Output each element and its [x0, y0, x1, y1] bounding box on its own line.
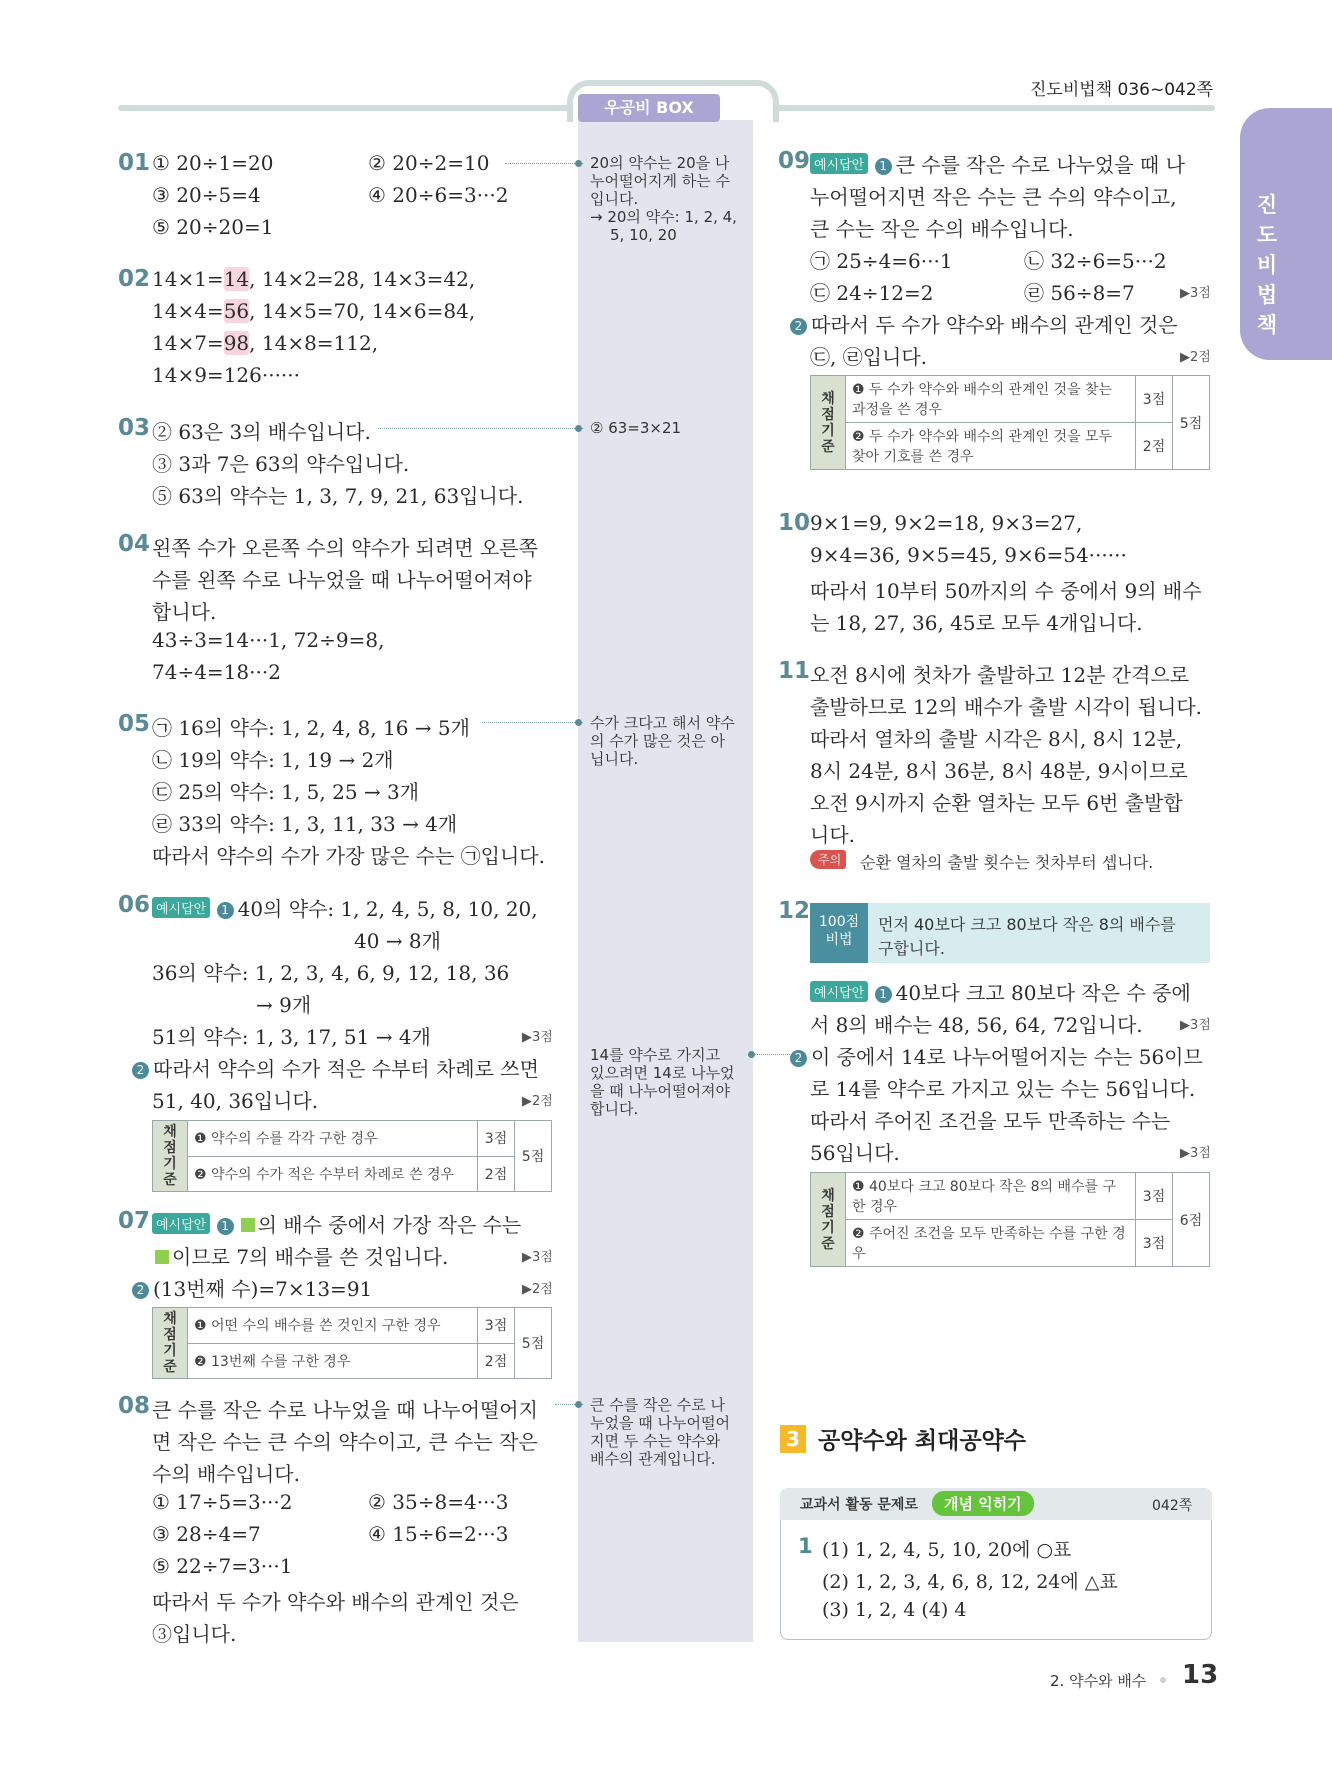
scoring-rubric [152, 1307, 552, 1379]
example-answer-tag: 예시답안 [152, 897, 210, 918]
question-number: 1 [798, 1534, 813, 1558]
answer-line: 51, 40, 36입니다. [152, 1089, 319, 1113]
rubric-row: ❶ 약수의 수를 각각 구한 경우 [188, 1121, 478, 1157]
note-marker [575, 719, 582, 726]
rubric-head: 채점 기준 [153, 1121, 188, 1192]
caution-text: 순환 열차의 출발 횟수는 첫차부터 셉니다. [860, 853, 1154, 872]
activity-page: 042쪽 [1152, 1498, 1193, 1514]
answer-line: ⑤ 63의 약수는 1, 3, 7, 9, 21, 63입니다. [152, 484, 524, 508]
answer-line: 오전 8시에 첫차가 출발하고 12분 간격으로 [810, 663, 1190, 687]
note-marker [748, 1051, 755, 1058]
points-label: ▶3점 [1180, 1018, 1211, 1033]
points-label: ▶2점 [1180, 350, 1211, 365]
answer-line: 왼쪽 수가 오른쪽 수의 약수가 되려면 오른쪽 [152, 536, 538, 560]
rubric-total: 6점 [1173, 1173, 1210, 1267]
question-number: 02 [118, 266, 151, 292]
question-number: 07 [118, 1208, 151, 1234]
green-square-icon [155, 1250, 169, 1264]
question-number: 10 [778, 510, 811, 536]
answer-line: ㉠ 16의 약수: 1, 2, 4, 8, 16 → 5개 [152, 716, 470, 740]
answer-line: 큰 수는 작은 수의 배수입니다. [810, 217, 1074, 241]
side-note: 14를 약수로 가지고 있으려면 14로 나누었 을 때 나누어떨어져야 합니다. [590, 1046, 735, 1118]
rubric-row: ❷ 13번째 수를 구한 경우 [188, 1343, 478, 1379]
answer-line: 따라서 약수의 수가 가장 많은 수는 ㉠입니다. [152, 844, 545, 868]
answer-line: 8시 24분, 8시 36분, 8시 48분, 9시이므로 [810, 759, 1188, 783]
page-range: 진도비법책 036~042쪽 [1030, 80, 1214, 100]
answer-line: 예시답안 1 큰 수를 작은 수로 나누었을 때 나 [810, 149, 1185, 178]
rubric-total: 5점 [515, 1121, 552, 1192]
answer-item: ㉡ 32÷6=5···2 [1024, 249, 1167, 273]
answer-line: ② 63은 3의 배수입니다. [152, 420, 371, 444]
answer-line: 2 따라서 약수의 수가 적은 수부터 차례로 쓰면 [132, 1053, 539, 1082]
points-label: ▶3점 [522, 1030, 553, 1045]
side-note: ② 63=3×21 [590, 419, 682, 437]
rubric-row: ❶ 어떤 수의 배수를 쓴 것인지 구한 경우 [188, 1308, 478, 1344]
question-number: 09 [778, 148, 811, 174]
concept-pill: 개념 익히기 [932, 1491, 1034, 1516]
points-label: ▶2점 [522, 1282, 553, 1297]
points-label: ▶3점 [522, 1250, 553, 1265]
note-marker [575, 1401, 582, 1408]
rubric-score: 2점 [1136, 423, 1173, 470]
answer-line: 면 작은 수는 큰 수의 약수이고, 큰 수는 작은 [152, 1430, 538, 1454]
answer-line: 14×9=126······ [152, 363, 301, 387]
leader-line [505, 163, 583, 164]
question-number: 03 [118, 415, 151, 441]
answer-item: ㉣ 56÷8=7 [1024, 281, 1135, 305]
leader-line [378, 428, 583, 429]
answer-item: ㉠ 25÷4=6···1 [810, 249, 953, 273]
rubric-total: 5점 [1173, 376, 1210, 470]
rubric-score: 2점 [478, 1343, 515, 1379]
note-marker [575, 160, 582, 167]
answer-line: 수를 왼쪽 수로 나누었을 때 나누어떨어져야 [152, 568, 532, 592]
page-number: 13 [1182, 1660, 1219, 1690]
answer-line: ㉡ 19의 약수: 1, 19 → 2개 [152, 748, 394, 772]
answer-line: 2 따라서 두 수가 약수와 배수의 관계인 것은 [790, 309, 1178, 338]
answer-line: ㉣ 33의 약수: 1, 3, 11, 33 → 4개 [152, 812, 458, 836]
answer-line: 따라서 두 수가 약수와 배수의 관계인 것은 [152, 1590, 519, 1614]
answer-line: 는 18, 27, 36, 45로 모두 4개입니다. [810, 611, 1143, 635]
answer-line: 이므로 7의 배수를 쓴 것입니다. [152, 1241, 448, 1270]
answer-line: 74÷4=18···2 [152, 660, 281, 684]
section-number: 3 [780, 1425, 806, 1453]
answer-item: ⑤ 20÷20=1 [152, 215, 274, 239]
answer-line: 51의 약수: 1, 3, 17, 51 → 4개 [152, 1025, 431, 1049]
rubric-row: ❷ 두 수가 약수와 배수의 관계인 것을 모두 찾아 기호를 쓴 경우 [846, 423, 1136, 470]
example-answer-tag: 예시답안 [152, 1213, 210, 1234]
answer-line: 수의 배수입니다. [152, 1462, 300, 1486]
answer-item: ③ 28÷4=7 [152, 1522, 261, 1546]
points-label: ▶2점 [522, 1094, 553, 1109]
side-note: 수가 크다고 해서 약수 의 수가 많은 것은 아 닙니다. [590, 714, 735, 768]
points-label: ▶3점 [1180, 1146, 1211, 1161]
answer-line: 예시답안 1 40의 약수: 1, 2, 4, 5, 8, 10, 20, [152, 893, 538, 922]
answer-line: 9×1=9, 9×2=18, 9×3=27, [810, 511, 1083, 535]
answer-item: ④ 15÷6=2···3 [368, 1522, 509, 1546]
tip-tag: 100점 비법 [810, 903, 868, 963]
answer-line: 예시답안 1 40보다 크고 80보다 작은 수 중에 [810, 977, 1191, 1006]
rubric-row: ❶ 두 수가 약수와 배수의 관계인 것을 찾는 과정을 쓴 경우 [846, 376, 1136, 423]
rubric-head: 채점 기준 [811, 1173, 846, 1267]
answer-item: ㉢ 24÷12=2 [810, 281, 934, 305]
answer-line: 56입니다. [810, 1141, 900, 1165]
example-answer-tag: 예시답안 [810, 153, 868, 174]
answer-item: ③ 20÷5=4 [152, 183, 261, 207]
tip-text: 구합니다. [878, 939, 945, 958]
note-marker [575, 425, 582, 432]
question-number: 01 [118, 150, 151, 176]
question-number: 12 [778, 898, 811, 924]
question-number: 11 [778, 658, 811, 684]
answer-line: 로 14를 약수로 가지고 있는 수는 56입니다. [810, 1077, 1196, 1101]
answer-line: 따라서 열차의 출발 시각은 8시, 8시 12분, [810, 727, 1183, 751]
rubric-score: 2점 [478, 1156, 515, 1192]
answer-line: 예시답안 1 의 배수 중에서 가장 작은 수는 [152, 1209, 521, 1238]
example-answer-tag: 예시답안 [810, 981, 868, 1002]
question-number: 08 [118, 1393, 151, 1419]
side-tab-label: 진도비법책 [1256, 193, 1278, 337]
header-rule-right [760, 105, 1215, 111]
answer-line: 36의 약수: 1, 2, 3, 4, 6, 9, 12, 18, 36 [152, 961, 510, 985]
chapter-label: 2. 약수와 배수 [1050, 1672, 1147, 1690]
answer-line: 2 이 중에서 14로 나누어떨어지는 수는 56이므 [790, 1041, 1203, 1070]
green-square-icon [241, 1218, 255, 1232]
section-title: 공약수와 최대공약수 [818, 1428, 1026, 1454]
answer-line: 9×4=36, 9×5=45, 9×6=54······ [810, 543, 1127, 567]
rubric-head: 채점 기준 [153, 1308, 188, 1379]
answer-line: 따라서 10부터 50까지의 수 중에서 9의 배수 [810, 579, 1202, 603]
rubric-score: 3점 [478, 1121, 515, 1157]
answer-line: 오전 9시까지 순환 열차는 모두 6번 출발합 [810, 791, 1183, 815]
side-note: 20의 약수는 20을 나 누어떨어지게 하는 수 입니다. → 20의 약수: 1, 2, 4, 5, 10, 20 [590, 154, 737, 244]
points-label: ▶3점 [1180, 286, 1211, 301]
answer-line: (1) 1, 2, 4, 5, 10, 20에 ○표 [822, 1539, 1072, 1561]
answer-item: ② 35÷8=4···3 [368, 1490, 509, 1514]
answer-line: 합니다. [152, 600, 217, 624]
rubric-head: 채점 기준 [811, 376, 846, 470]
answer-item: ① 20÷1=20 [152, 151, 274, 175]
answer-line: 14×4=56, 14×5=70, 14×6=84, [152, 299, 476, 323]
answer-line: → 9개 [256, 993, 312, 1017]
answer-line: 2 (13번째 수)=7×13=91 [132, 1273, 372, 1302]
rubric-row: ❷ 주어진 조건을 모두 만족하는 수를 구한 경우 [846, 1220, 1136, 1267]
scoring-rubric [810, 375, 1210, 470]
question-number: 04 [118, 531, 151, 557]
rubric-score: 3점 [1136, 1173, 1173, 1220]
answer-item: ④ 20÷6=3···2 [368, 183, 509, 207]
rubric-score: 3점 [1136, 1220, 1173, 1267]
rubric-score: 3점 [478, 1308, 515, 1344]
tip-text: 먼저 40보다 크고 80보다 작은 8의 배수를 [878, 915, 1176, 934]
header-rule-left [118, 105, 575, 111]
answer-line: 니다. [810, 823, 855, 847]
caution-tag: 주의 [810, 850, 846, 869]
answer-line: 14×1=14, 14×2=28, 14×3=42, [152, 267, 476, 291]
answer-line: 서 8의 배수는 48, 56, 64, 72입니다. [810, 1013, 1143, 1037]
question-number: 06 [118, 892, 151, 918]
rubric-row: ❷ 약수의 수가 적은 수부터 차례로 쓴 경우 [188, 1156, 478, 1192]
answer-line: 누어떨어지면 작은 수는 큰 수의 약수이고, [810, 185, 1177, 209]
answer-line: 14×7=98, 14×8=112, [152, 331, 379, 355]
rubric-row: ❶ 40보다 크고 80보다 작은 8의 배수를 구한 경우 [846, 1173, 1136, 1220]
scoring-rubric [810, 1172, 1210, 1267]
leader-line [482, 722, 583, 723]
box-label: 우공비 BOX [578, 94, 720, 122]
answer-item: ⑤ 22÷7=3···1 [152, 1554, 293, 1578]
answer-line: 43÷3=14···1, 72÷9=8, [152, 628, 385, 652]
side-note: 큰 수를 작은 수로 나 누었을 때 나누어떨어 지면 두 수는 약수와 배수의 관계입니다. [590, 1396, 730, 1468]
footer-dot [1160, 1677, 1166, 1683]
rubric-score: 3점 [1136, 376, 1173, 423]
answer-line: 따라서 주어진 조건을 모두 만족하는 수는 [810, 1109, 1171, 1133]
leader-line [752, 1054, 792, 1055]
answer-line: ③입니다. [152, 1622, 237, 1646]
scoring-rubric [152, 1120, 552, 1192]
answer-line: (3) 1, 2, 4 (4) 4 [822, 1599, 967, 1621]
answer-line: (2) 1, 2, 3, 4, 6, 8, 12, 24에 △표 [822, 1571, 1118, 1593]
answer-line: 출발하므로 12의 배수가 출발 시각이 됩니다. [810, 695, 1203, 719]
answer-line: ㉢ 25의 약수: 1, 5, 25 → 3개 [152, 780, 420, 804]
question-number: 05 [118, 711, 151, 737]
rubric-total: 5점 [515, 1308, 552, 1379]
answer-line: ③ 3과 7은 63의 약수입니다. [152, 452, 410, 476]
answer-line: 40 → 8개 [354, 929, 441, 953]
answer-item: ② 20÷2=10 [368, 151, 490, 175]
answer-line: ㉢, ㉣입니다. [810, 345, 928, 369]
activity-bar-label: 교과서 활동 문제로 [800, 1497, 918, 1513]
answer-line: 큰 수를 작은 수로 나누었을 때 나누어떨어지 [152, 1398, 538, 1422]
answer-item: ① 17÷5=3···2 [152, 1490, 293, 1514]
